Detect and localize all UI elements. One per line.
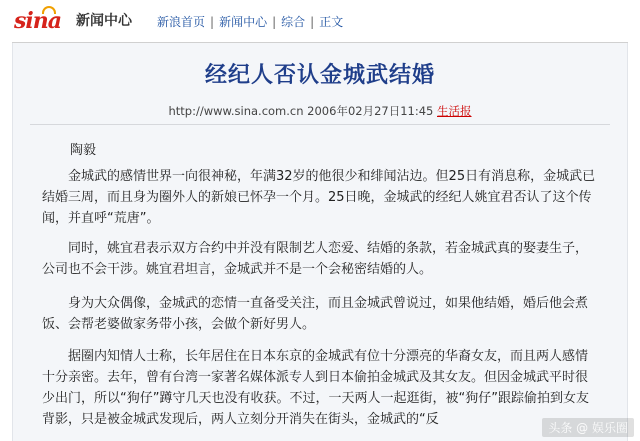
channel-name: 新闻中心 [76, 13, 132, 29]
sina-logo[interactable] [14, 8, 72, 34]
breadcrumb-article[interactable]: 正文 [319, 15, 344, 29]
article-meta [0, 103, 640, 119]
article-source-link[interactable]: 生活报 [437, 104, 472, 118]
logo-text: sina [14, 8, 61, 34]
site-header [0, 0, 640, 42]
article-paragraph: 金城武的感情世界一向很神秘，年满32岁的他很少和绯闻沾边。但25日有消息称，金城武已结婚三周，而且身为圈外人的新娘已怀孕一个月。25日晚，金城武的经纪人姚宜君否认了这个传闻，并直呼“荒唐”。 [42, 169, 596, 226]
breadcrumb-general[interactable]: 综合 [281, 15, 306, 29]
watermark: 头条 @ 娱乐圈 [542, 418, 634, 437]
article-title: 经纪人否认金城武结婚 [204, 63, 435, 88]
title-divider [30, 124, 610, 125]
breadcrumb-separator: | [272, 15, 277, 29]
breadcrumb-news-center[interactable]: 新闻中心 [219, 15, 268, 29]
breadcrumb-home[interactable]: 新浪首页 [157, 15, 206, 29]
article-paragraph: 据圈内知情人士称，长年居住在日本东京的金城武有位十分漂亮的华裔女友，而且两人感情十分亲密。去年，曾有台湾一家著名媒体派专人到日本偷拍金城武及其女友。但因金城武平时很少出门，所以“狗仔”蹲守几天也没有收获。不过，一天两人一起逛街，被“狗仔”跟踪偷拍到女友背影，只是被金城武发现后，两人立刻分开消失在街头，金城武的“反 [42, 349, 589, 427]
article-author: 陶毅 [70, 143, 97, 158]
article-paragraph: 同时，姚宜君表示双方合约中并没有限制艺人恋爱、结婚的条款，若金城武真的娶妻生子，公司也不会干涉。姚宜君坦言，金城武并不是一个会秘密结婚的人。 [42, 241, 589, 277]
logo-eye-icon [42, 6, 56, 14]
article-paragraph: 身为大众偶像，金城武的恋情一直备受关注，而且金城武曾说过，如果他结婚，婚后他会煮饭、会帮老婆做家务带小孩，会做个新好男人。 [42, 296, 589, 332]
breadcrumb-separator: | [210, 15, 215, 29]
breadcrumb [157, 13, 343, 30]
article-url-time: http://www.sina.com.cn 2006年02月27日11:45 [168, 104, 434, 118]
breadcrumb-separator: | [310, 15, 315, 29]
